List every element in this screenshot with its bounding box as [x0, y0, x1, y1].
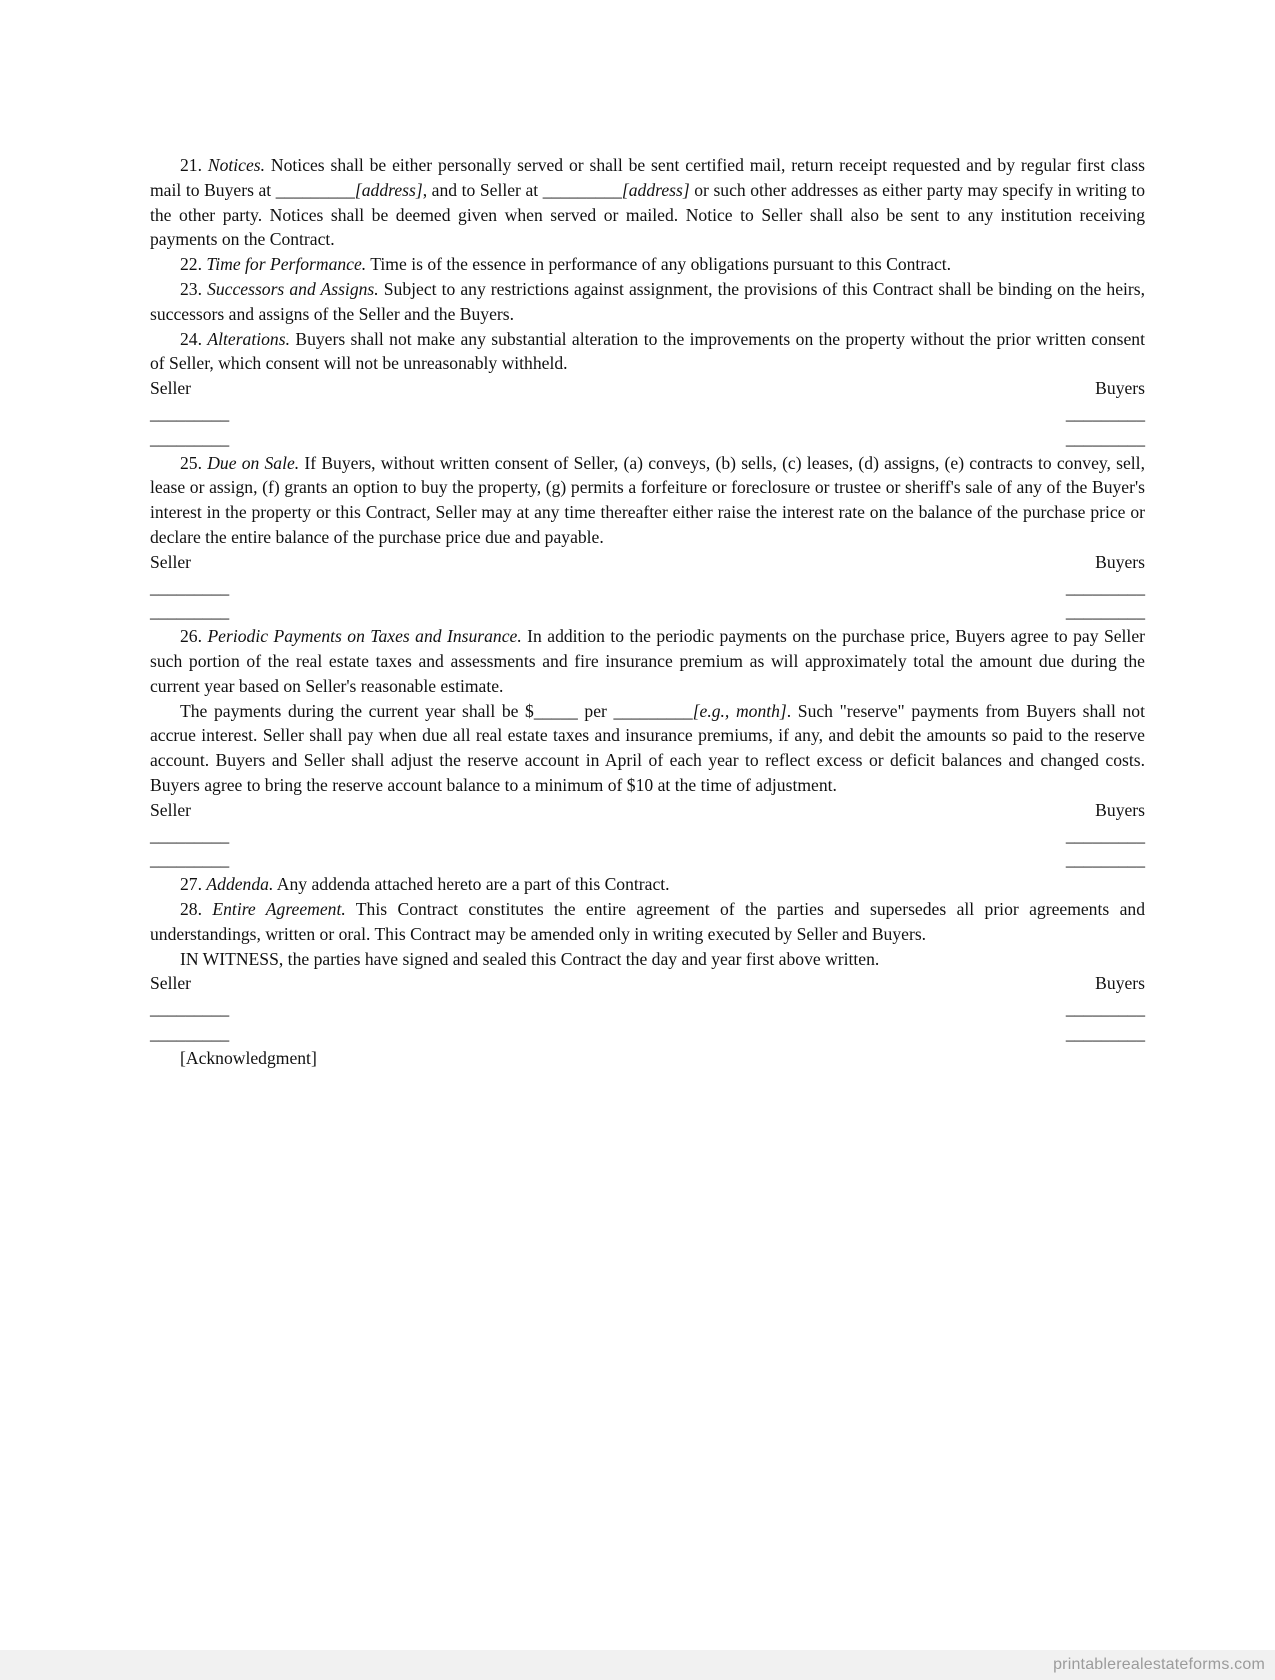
clause-24: 24. Alterations. Buyers shall not make any substantial alteration to the improvements on the property without the prior written consent of Seller, which consent will not be unreasonably withheld. [150, 328, 1145, 374]
clause-heading: Addenda. [206, 874, 274, 895]
clause-heading: Periodic Payments on Taxes and Insurance. [207, 626, 522, 647]
seller-label: Seller [150, 973, 192, 994]
signature-block [150, 798, 1145, 872]
signature-block [150, 971, 1145, 1045]
buyers-signature-line: _________ [1065, 601, 1145, 622]
buyers-signature-line: _________ [1065, 1022, 1145, 1043]
seller-signature-line: _________ [150, 849, 230, 870]
clause-heading: Successors and Assigns. [207, 278, 379, 299]
buyers-signature-line: _________ [1065, 402, 1145, 423]
buyers-label: Buyers [1095, 378, 1145, 399]
buyers-label: Buyers [1095, 551, 1145, 572]
clause-heading: Due on Sale. [207, 452, 300, 473]
buyers-label: Buyers [1095, 799, 1145, 820]
buyers-label: Buyers [1095, 973, 1145, 994]
seller-signature-line: _________ [150, 601, 230, 622]
seller-signature-line: _________ [150, 402, 230, 423]
seller-label: Seller [150, 378, 192, 399]
signature-block [150, 376, 1145, 450]
buyers-signature-line: _________ [1065, 849, 1145, 870]
clause-heading: Entire Agreement. [212, 898, 346, 919]
buyers-signature-line: _________ [1065, 427, 1145, 448]
witness-clause: IN WITNESS, the parties have signed and sealed this Contract the day and year first above written. [180, 948, 880, 969]
clause-23: 23. Successors and Assigns. Subject to any restrictions against assignment, the provisions of this Contract shall be binding on the heirs, successors and assigns of the Seller and the Buyers. [150, 278, 1146, 324]
footer-bar [0, 1650, 1275, 1680]
clause-26-payments: The payments during the current year shall be $_____ per _________[e.g., month]. Such "reserve" payments from Buyers shall not accrue interest. Seller shall pay when due all real estate taxes and insurance premiums, if any, and debit the amounts so paid to the reserve account. Buyers and Seller shall adjust the reserve account in April of each year to reflect excess or deficit balances and changed costs. Buyers agree to bring the reserve account balance to a minimum of $10 at the time of adjustment. [150, 700, 1145, 795]
clause-25: 25. Due on Sale. If Buyers, without written consent of Seller, (a) conveys, (b) sells, (c) leases, (d) assigns, (e) contracts to convey, sell, lease or assign, (f) grants an option to buy the property, (g) permits a forfeiture or foreclosure or trustee or sheriff's sale of any of the Buyer's interest in the property or this Contract, Seller may at any time thereafter either raise the interest rate on the balance of the purchase price or declare the entire balance of the purchase price due and payable. [150, 452, 1145, 547]
clause-heading: Alterations. [207, 328, 290, 349]
seller-signature-line: _________ [150, 576, 230, 597]
buyers-signature-line: _________ [1065, 576, 1145, 597]
signature-block [150, 550, 1145, 624]
document-page [150, 153, 1145, 1070]
clause-heading: Time for Performance. [206, 254, 367, 275]
clause-22: 22. Time for Performance. Time is of the essence in performance of any obligations pursuant to this Contract. [180, 254, 952, 275]
seller-signature-line: _________ [150, 998, 230, 1019]
clause-28: 28. Entire Agreement. This Contract constitutes the entire agreement of the parties and supersedes all prior agreements and understandings, written or oral. This Contract may be amended only in writing executed by Seller and Buyers. [150, 898, 1145, 944]
buyers-signature-line: _________ [1065, 998, 1145, 1019]
clause-27: 27. Addenda. Any addenda attached hereto are a part of this Contract. [180, 874, 670, 895]
seller-signature-line: _________ [150, 1022, 230, 1043]
clause-26: 26. Periodic Payments on Taxes and Insurance. In addition to the periodic payments on the purchase price, Buyers agree to pay Seller such portion of the real estate taxes and assessments and fire insurance premium as will approximately total the amount due during the current year based on Seller's reasonable estimate. [150, 626, 1145, 696]
clause-21: 21. Notices. Notices shall be either personally served or shall be sent certified mail, return receipt requested and by regular first class mail to Buyers at _________[address], and to Seller at _________[address] or such other addresses as either party may specify in writing to the other party. Notices shall be deemed given when served or mailed. Notice to Seller shall also be sent to any institution receiving payments on the Contract. [150, 155, 1146, 250]
seller-label: Seller [150, 551, 192, 572]
acknowledgment: [Acknowledgment] [180, 1047, 317, 1068]
seller-signature-line: _________ [150, 427, 230, 448]
footer-site-link[interactable]: printablerealestateforms.com [1053, 1656, 1265, 1673]
buyers-signature-line: _________ [1065, 824, 1145, 845]
seller-label: Seller [150, 799, 192, 820]
seller-signature-line: _________ [150, 824, 230, 845]
clause-heading: Notices. [207, 155, 266, 175]
